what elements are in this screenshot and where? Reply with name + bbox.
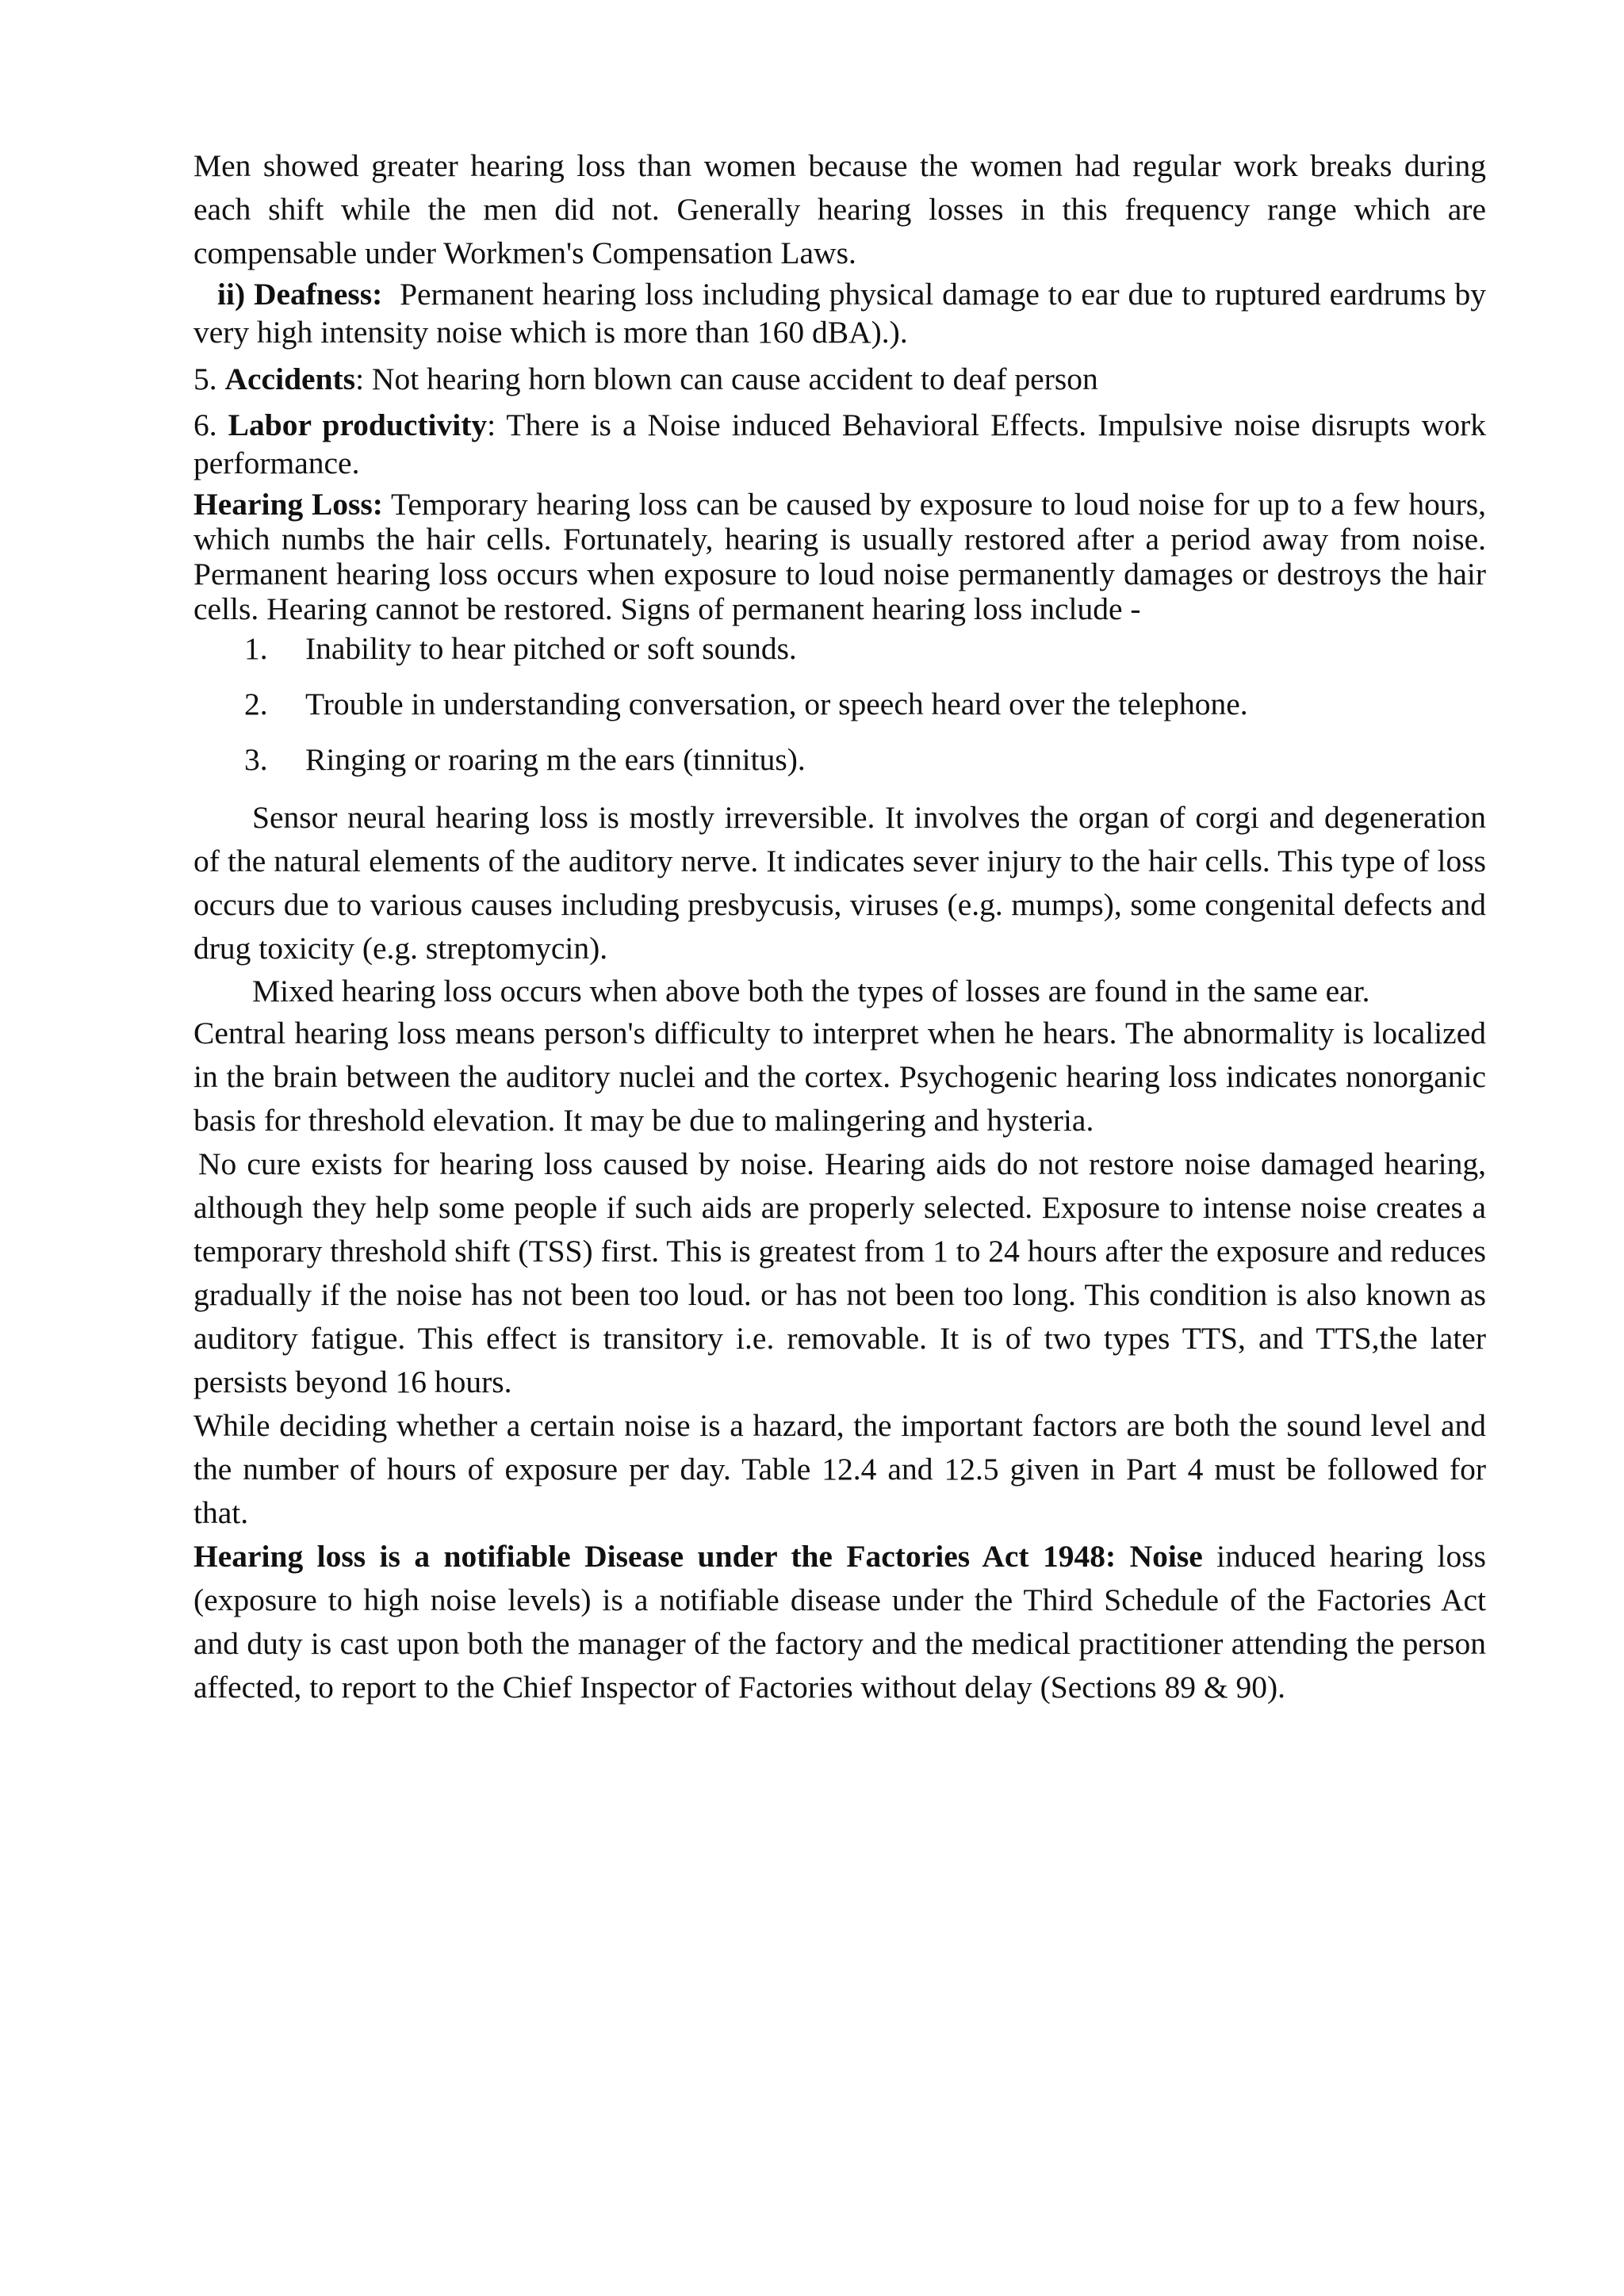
deafness-label: ii) Deafness: [217, 277, 383, 312]
list-item-number: 1. [244, 631, 268, 666]
list-item [193, 629, 1486, 668]
labor-number: 6. [193, 408, 217, 442]
paragraph-men-women: Men showed greater hearing loss than women because the women had regular work breaks during each shift while the men did not. Generally hearing losses in this frequency range which are compensable under Workmen's Compensation Laws. [193, 148, 1486, 270]
paragraph-deciding: While deciding whether a certain noise is a hazard, the important factors are both the sound level and the number of hours of exposure per day. Table 12.4 and 12.5 given in Part 4 must be followed for that. [193, 1408, 1486, 1530]
list-item [193, 685, 1486, 723]
labor-text: : There is a Noise induced Behavioral Effects. Impulsive noise disrupts work performance. [193, 408, 1486, 480]
notifiable-text: induced hearing loss (exposure to high noise levels) is a notifiable disease under the Third Schedule of the Factories Act and duty is cast upon both the manager of the factory and the medical practitioner attending the person affected, to report to the Chief Inspector of Factories without delay (Sections 89 & 90). [193, 1539, 1486, 1705]
list-item-text: Ringing or roaring m the ears (tinnitus). [305, 742, 806, 777]
list-item-text: Inability to hear pitched or soft sounds. [305, 631, 797, 666]
paragraph-accidents [193, 358, 1486, 401]
notifiable-label: Hearing loss is a notifiable Disease under the Factories Act 1948: Noise [193, 1539, 1203, 1574]
list-item [193, 740, 1486, 779]
paragraph-notifiable [193, 1535, 1486, 1709]
paragraph-no-cure: No cure exists for hearing loss caused by noise. Hearing aids do not restore noise damaged hearing, although they help some people if such aids are properly selected. Exposure to intense noise creates a temporary threshold shift (TSS) first. This is greatest from 1 to 24 hours after the exposure and reduces gradually if the noise has not been too loud. or has not been too long. This condition is also known as auditory fatigue. This effect is transitory i.e. removable. It is of two types TTS, and TTS,the later persists beyond 16 hours. [193, 1146, 1486, 1399]
accidents-number: 5. [193, 362, 217, 396]
paragraph-central: Central hearing loss means person's difficulty to interpret when he hears. The abnormality is localized in the brain between the auditory nuclei and the cortex. Psychogenic hearing loss indicates nonorganic basis for threshold elevation. It may be due to malingering and hysteria. [193, 1016, 1486, 1138]
list-item-number: 2. [244, 687, 268, 721]
accidents-label: Accidents [224, 362, 356, 396]
deafness-text: Permanent hearing loss including physical damage to ear due to ruptured eardrums by very high intensity noise which is more than 160 dBA).). [193, 277, 1487, 350]
paragraph-hearing-loss [193, 487, 1486, 626]
paragraph-sensor-neural: Sensor neural hearing loss is mostly irreversible. It involves the organ of corgi and degeneration of the natural elements of the auditory nerve. It indicates sever injury to the hair cells. This type of loss occurs due to various causes including presbycusis, viruses (e.g. mumps), some congenital defects and drug toxicity (e.g. streptomycin). [193, 800, 1486, 966]
signs-list [193, 629, 1486, 779]
document-page [193, 144, 1486, 1709]
paragraph-deafness [193, 275, 1486, 351]
list-item-number: 3. [244, 742, 268, 777]
paragraph-mixed: Mixed hearing loss occurs when above both the types of losses are found in the same ear. [252, 974, 1370, 1008]
labor-label: Labor productivity [228, 408, 488, 442]
accidents-text: : Not hearing horn blown can cause accident to deaf person [355, 362, 1098, 396]
list-item-text: Trouble in understanding conversation, or speech heard over the telephone. [305, 687, 1248, 721]
hearing-loss-text: Temporary hearing loss can be caused by exposure to loud noise for up to a few hours, which numbs the hair cells. Fortunately, hearing is usually restored after a period away from noise. Permanent hearing loss occurs when exposure to loud noise permanently damages or destroys the hair cells. Hearing cannot be restored. Signs of permanent hearing loss include - [193, 487, 1486, 626]
paragraph-labor-productivity [193, 406, 1486, 482]
hearing-loss-label: Hearing Loss: [193, 487, 383, 522]
